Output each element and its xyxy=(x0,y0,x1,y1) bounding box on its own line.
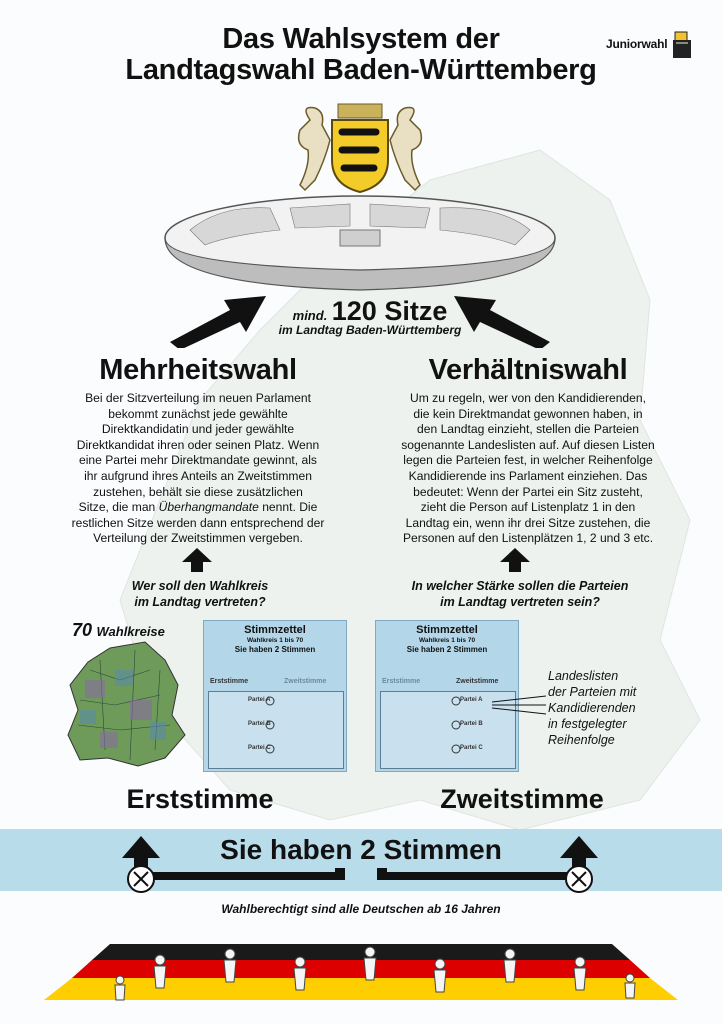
ballot-row: Partei C xyxy=(248,745,271,751)
constituency-count: 70 xyxy=(72,620,93,640)
ballot-col-first: Erststimme xyxy=(210,678,249,685)
text-line: Verteilung der Zweitstimmen vergeben. xyxy=(93,531,303,546)
seat-count xyxy=(260,296,480,337)
text-line: restlichen Sitze werden dann entsprechend der xyxy=(71,515,325,530)
seat-prefix: mind. xyxy=(292,308,328,323)
german-flag-floor xyxy=(40,932,682,1004)
juniorwahl-logo xyxy=(606,30,692,64)
text-line: ihr aufgrund ihres Anteils an Zweitstimmen xyxy=(84,468,312,483)
ballot-subtitle: Wahlkreis 1 bis 70 xyxy=(246,637,304,644)
note-line: Landeslisten xyxy=(548,669,619,683)
text-line: Personen auf den Listenplätzen 1, 2 und 3 etc. xyxy=(402,531,654,546)
page-title xyxy=(40,24,682,86)
text-line xyxy=(30,500,366,516)
vote-x-icon xyxy=(126,864,156,894)
question-line: im Landtag vertreten? xyxy=(134,595,266,609)
text-line: zustehen, behält sie diese zusätzlichen xyxy=(93,484,303,499)
majority-heading: Mehrheitswahl xyxy=(99,354,297,386)
ballot-col-first: Erststimme xyxy=(382,678,421,685)
ballot-votes: Sie haben 2 Stimmen xyxy=(234,645,316,654)
parliament-illustration xyxy=(160,190,560,300)
ballot-votes: Sie haben 2 Stimmen xyxy=(406,645,488,654)
text-line: sogenannte Landeslisten auf. Auf diesen Listen xyxy=(401,437,655,452)
ballot-box-icon xyxy=(672,30,694,60)
ballot-col-second: Zweitstimme xyxy=(456,678,499,685)
note-line: Kandidierenden xyxy=(548,701,636,715)
text-fragment: nennt. Die xyxy=(258,500,318,515)
text-line: eine Partei mehr Direktmandate gewinnt, als xyxy=(79,453,317,468)
text-line: die kein Direktmandat gewonnen haben, in xyxy=(413,406,643,421)
question-line: Wer soll den Wahlkreis xyxy=(131,579,269,593)
ballot-col-second: Zweitstimme xyxy=(284,678,327,685)
text-line: Kandidierende ins Parlament einziehen. Das xyxy=(408,468,648,483)
logo-text: Juniorwahl xyxy=(606,37,668,51)
title-line-1: Das Wahlsystem der xyxy=(222,23,500,55)
text-line: Landtag ein, wenn ihr drei Sitze zustehen, die xyxy=(405,515,651,530)
question-line: In welcher Stärke sollen die Parteien xyxy=(411,579,629,593)
majority-text xyxy=(30,391,366,547)
arrow-left-up-icon xyxy=(168,292,268,348)
constituency-map xyxy=(60,640,190,770)
eligibility-note: Wahlberechtigt sind alle Deutschen ab 16 Jahren xyxy=(221,902,501,916)
text-line: bedeutet: Wenn der Partei ein Sitz zusteht, xyxy=(413,484,643,499)
title-line-2: Landtagswahl Baden-Württemberg xyxy=(125,54,597,86)
ballot-title: Stimmzettel xyxy=(416,624,478,636)
list-pointer-lines xyxy=(490,690,550,720)
constituency-question xyxy=(80,578,320,610)
first-vote-label: Erststimme xyxy=(126,784,274,814)
ballot-row: Partei B xyxy=(248,721,271,727)
ballot-title: Stimmzettel xyxy=(244,624,306,636)
ballot-row: Partei C xyxy=(460,745,483,751)
seat-number: 120 Sitze xyxy=(331,296,448,326)
text-line: bekommt zunächst jede gewählte xyxy=(108,406,288,421)
overhang-term: Überhangmandate xyxy=(158,500,259,515)
arrow-up-icon xyxy=(180,546,214,572)
text-line: Bei der Sitzverteilung im neuen Parlament xyxy=(85,391,311,405)
text-line: Um zu regeln, wer von den Kandidierenden, xyxy=(410,391,646,405)
note-line: in festgelegter xyxy=(548,717,627,731)
ballot-circles xyxy=(260,693,280,765)
vote-connector-lines xyxy=(0,826,722,898)
arrow-up-icon xyxy=(498,546,532,572)
note-line: der Parteien mit xyxy=(548,685,637,699)
proportional-heading: Verhältniswahl xyxy=(428,354,628,386)
proportional-text xyxy=(360,391,696,547)
seat-subtitle: im Landtag Baden-Württemberg xyxy=(278,323,462,337)
constituency-label: Wahlkreise xyxy=(96,624,165,639)
ballot-row: Partei B xyxy=(460,721,483,727)
ballot-circles xyxy=(446,693,466,765)
constituency-map-label xyxy=(72,620,165,641)
text-line: legen die Parteien fest, in welcher Reihenfolge xyxy=(403,453,653,468)
text-fragment: Sitze, die man xyxy=(78,500,159,515)
votes-band-text: Sie haben 2 Stimmen xyxy=(220,834,502,865)
state-list-note xyxy=(548,668,688,748)
text-line: zieht die Person auf Listenplatz 1 in den xyxy=(420,500,636,515)
ballot-subtitle: Wahlkreis 1 bis 70 xyxy=(418,637,476,644)
ballot-erststimme xyxy=(203,620,347,772)
text-line: Direktkandidat ihren oder seinen Platz. Wenn xyxy=(76,437,320,452)
text-line: Direktkandidatin und jeder gewählte xyxy=(101,422,295,437)
ballot-row: Partei A xyxy=(460,697,483,703)
coat-of-arms-icon xyxy=(270,100,450,195)
party-strength-question xyxy=(370,578,670,610)
text-line: den Landtag einzieht, stellen die Parteien xyxy=(417,422,639,437)
note-line: Reihenfolge xyxy=(548,733,615,747)
question-line: im Landtag vertreten sein? xyxy=(440,595,600,609)
ballot-row: Partei A xyxy=(248,697,271,703)
vote-x-icon xyxy=(564,864,594,894)
second-vote-label: Zweitstimme xyxy=(440,784,604,814)
